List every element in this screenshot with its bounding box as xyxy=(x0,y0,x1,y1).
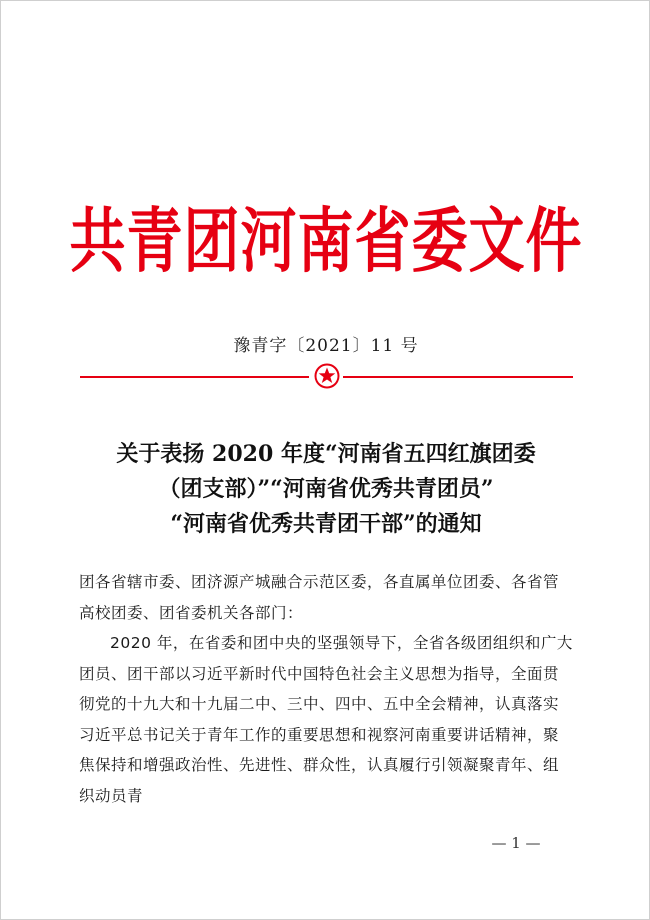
document-number: 豫青字〔2021〕11 号 xyxy=(233,336,419,356)
notice-body xyxy=(79,567,574,811)
body-paragraph: 2020 年，在省委和团中央的坚强领导下，全省各级团组织和广大团员、团干部以习近平新时代中国特色社会主义思想为指导，全面贯彻党的十九大和十九届二中、三中、四中、五中全会精神，认真落实习近平总书记关于青年工作的重要思想和视察河南重要讲话精神，聚焦保持和增强政治性、先进性、群众性，认真履行引领凝聚青年、组织动员青 xyxy=(79,634,573,805)
title-line: “河南省优秀共青团干部”的通知 xyxy=(170,511,482,537)
red-divider-right xyxy=(343,376,573,378)
page-number: — 1 — xyxy=(491,834,541,852)
red-divider-left xyxy=(80,376,309,378)
notice-title xyxy=(61,437,591,542)
title-line: （团支部）”“河南省优秀共青团员” xyxy=(158,476,494,502)
title-line: 关于表扬 2020 年度“河南省五四红旗团委 xyxy=(116,441,536,467)
salutation: 团各省辖市委、团济源产城融合示范区委，各直属单位团委、各省管高校团委、团省委机关各部门： xyxy=(79,573,560,622)
issuer-masthead: 共青团河南省委文件 xyxy=(69,199,583,283)
star-icon xyxy=(314,363,340,389)
